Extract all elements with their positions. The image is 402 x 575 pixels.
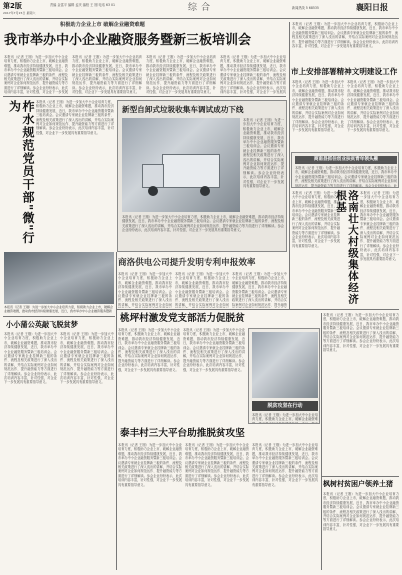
- right-top-text: 本报讯（记者 王刚）为进一步加大中小企业培育力度，积极助力企业上市，破解企业融资难题，推动我市经济持续健康发展，近日，我市举办中小企业融资服务暨新三板培训会。会议邀请专家就企业挂牌新三板的条件、流程及相关政策进行了深入浅出的讲解，并结合实际案例对企业如何规范运作、提升融资能力等方面进行了详细解读。参会企业纷纷表示，此次培训内容丰富，针对性强，对企业下一步发展具有重要指导意义。: [292, 22, 398, 49]
- right-body-1b: 本报讯（记者 王刚）为进一步加大中小企业培育力度，积极助力企业上市，破解企业融资难题，推动我市经济持续健康发展，近日，我市举办中小企业融资服务暨新三板培训会。会议邀请专家就企业挂牌新三板的条件、流程及相关政策进行了深入浅出的讲解，并结合实际案例对企业如何规范运作、提升融资能力等方面进行了详细解读。参会企业纷纷表示，此次培训内容丰富，针对性强，对企业下一步发展具有重要指导意义。: [347, 80, 399, 133]
- page-number: 第2版: [3, 2, 22, 10]
- left-col-rule: [3, 96, 286, 97]
- lead-body-col-4: 本报讯（记者 王刚）为进一步加大中小企业培育力度，积极助力企业上市，破解企业融资难题，推动我市经济持续健康发展，近日，我市举办中小企业融资服务暨新三板培训会。会议邀请专家就企业挂牌新三板的条件、流程及相关政策进行了深入浅出的讲解，并结合实际案例对企业如何规范运作、提升融资能力等方面进行了详细解读。参会企业纷纷表示，此次培训内容丰富，针对性强，对企业下一步发展具: [220, 55, 286, 95]
- vertical-headline: 洛南壮大村级集体经济根基: [335, 190, 359, 305]
- right-bottom-rule: [322, 476, 399, 477]
- photo-caption: 本报讯（记者 王刚）为进一步加大中小企业培育力度，积极助力企业上市，破解企业融资难题，推动我市经济持续健康发展，近日，我市举办中小企业融资服务暨新三板培训会。会议邀请专家就企业挂牌新三板的条件、流程及相关政策进行了深入浅出的讲解，并结合实际案例对企业如何规范运作、提升融资能力等方面进行了详细解读。参会企业纷纷表示，此次培训内容丰富，针对性强，对企业下一步发展具有重要指导意义。: [122, 215, 284, 233]
- section-label: 综合: [187, 3, 214, 13]
- right-bottom-body: 本报讯（记者 王刚）为进一步加大中小企业培育力度，积极助力企业上市，破解企业融资难题，推动我市经济持续健康发展，近日，我市举办中小企业融资服务暨新三板培训会。会议邀请专家就企业挂牌新三板的条件、流程及相关政策进行了深入浅出的讲解，并结合实际案例对企业如何规范运作、提升融资能力等方面进行了详细解读。参会企业纷纷表示，此次培训内容丰富，针对性强，对企业下一步发展具有重要指导意义。: [323, 492, 399, 532]
- divider-right-main: [289, 22, 290, 309]
- bottom-body-2b: 本报讯（记者 王刚）为进一步加大中小企业培育力度，积极助力企业上市，破解企业融资难题，推动我市经济持续健康发展，近日，我市举办中小企业融资服务暨新三板培训会。会议邀请专家就企业挂牌新三板的条件、流程及相关政策进行了深入浅出的讲解，并结合实际案例对企业如何规范运作、提升融资能力等方面进行了详细解读。参会企业纷纷表示，此次培训内容丰富，针对性强，对企业下一步发展具有重要指导意义。: [185, 443, 249, 487]
- left-bottom-headline: 小小蒲公英敲飞脱贫梦: [6, 320, 78, 329]
- lead-kicker: 积极助力企业上市 破解企业融资难题: [60, 22, 145, 28]
- header-bar: [0, 0, 402, 20]
- side-title-left: 柞水规范党员干部"微"行为: [7, 100, 35, 245]
- photo-box: [117, 100, 287, 252]
- mid-body-1: 本报讯（记者 王刚）为进一步加大中小企业培育力度，积极助力企业上市，破解企业融资难题，推动我市经济持续健康发展，近日，我市举办中小企业融资服务暨新三板培训会。会议邀请专家就企业挂牌新三板的条件、流程及相关政策进行了深入浅出的讲解，并结合实际案例对企业如何: [118, 272, 172, 307]
- right-body-2b: 本报讯（记者 王刚）为进一步加大中小企业培育力度，积极助力企业上市，破解企业融资难题，推动我市经济持续健康发展，近日，我市举办中小企业融资服务暨新三板培训会。会议邀请专家就企业挂牌新三板的条件、流程及相关政策进行了深入浅出的讲解，并结合实际案例对企业如何规范运作、提升融资能力等方面进行了详细解读。参会企业纷纷表示，此次培训内容丰富，针对性强，对企业下一步发展具有重要指导意义。: [360, 191, 399, 262]
- village-photo: [4, 252, 114, 304]
- truck-body: [162, 154, 220, 188]
- truck-wheel-2: [200, 186, 210, 196]
- photo-box-headline: 新型自卸式垃圾收集车调试成功下线: [122, 105, 244, 114]
- mid-headline: 商洛供电公司提升发明专利申报效率: [118, 258, 256, 268]
- lead-body-col-3: 本报讯（记者 王刚）为进一步加大中小企业培育力度，积极助力企业上市，破解企业融资难题，推动我市经济持续健康发展，近日，我市举办中小企业融资服务暨新三板培训会。会议邀请专家就企业挂牌新三板的条件、流程及相关政策进行了深入浅出的讲解，并结合实际案例对企业如何规范运作、提升融资能力等方面进行了详细解读。参会企业纷纷表示，此次培训内容丰富，针对性强，对企业下一步发展具有重要指导意义。: [146, 55, 216, 95]
- mid-body-3: 本报讯（记者 王刚）为进一步加大中小企业培育力度，积极助力企业上市，破解企业融资难题，推动我市经济持续健康发展，近日，我市举办中小企业融资服务暨新三板培训会。会议邀请专家就企业挂牌新三板的条件、流程及相关政策进行了深入浅出的讲解，并结合实际案例对企业如何规范运作、提升融资: [232, 272, 287, 307]
- left-story-body: 本报讯（记者 王刚）为进一步加大中小企业培育力度，积极助力企业上市，破解企业融资难题，推动我市经济持续健康发展，近日，我市举办中小企业融资服务暨新三板培训会。会议邀请专家就企业挂牌新三板的条件、流程及相关政策进行了深入浅出的讲解，并结合实际案例对企业如何规范运作、提升融资能力等方面进行了详细解读。参会企业纷纷表示，此次培训内容丰富，针对性强，对企业下一步发展具有重要指导意义。: [36, 100, 114, 135]
- village-photo-caption: 本报讯（记者 王刚）为进一步加大中小企业培育力度，积极助力企业上市，破解企业融资难题，推动我市经济持续健康发展，近日，我市举办中小企业融资服务暨新: [4, 305, 113, 313]
- truck-cab: [142, 164, 164, 188]
- bottom-body-2c: 本报讯（记者 王刚）为进一步加大中小企业培育力度，积极助力企业上市，破解企业融资难题，推动我市经济持续健康发展，近日，我市举办中小企业融资服务暨新三板培训会。会议邀请专家就企业挂牌新三板的条件、流程及相关政策进行了深入浅出的讲解，并结合实际案例对企业如何规范运作、提升融资能力等方面进行了详细解读。参会企业纷纷表示，此次培训内容丰富，针对性强，对企业下一步发展具有重要指导意义。: [252, 443, 318, 487]
- right-inset-title: 商南县抓住创业扶贫青年领头雁: [295, 156, 397, 164]
- left-bottom-body-b: 本报讯（记者 王刚）为进一步加大中小企业培育力度，积极助力企业上市，破解企业融资难题，推动我市经济持续健康发展，近日，我市举办中小企业融资服务暨新三板培训会。会议邀请专家就企业挂牌新三板的条件、流程及相关政策进行了深入浅出的讲解，并结合实际案例对企业如何规范运作、提升融资能力等方面进行了详细解读。参会企业纷纷表示，此次培训内容丰富，针对性强，对企业下一步发展具有重要指导意义。: [60, 332, 114, 385]
- bottom-headline-1: 桃坪村激发党支部活力促脱贫: [120, 313, 245, 324]
- mid-bottom-rule: [117, 309, 399, 310]
- right-body-2a: 本报讯（记者 王刚）为进一步加大中小企业培育力度，积极助力企业上市，破解企业融资难题，推动我市经济持续健康发展，近日，我市举办中小企业融资服务暨新三板培训会。会议邀请专家就企业挂牌新三板的条件、流程及相关政策进行了深入浅出的讲解，并结合实际案例对企业如何规范运作、提升融资能力等方面进行了详细解读。参会企业纷纷表示，此次培训内容丰富，针对性强，对企业下一步发展具有重要指导意义。: [292, 191, 340, 248]
- divider-left-main: [116, 252, 117, 570]
- right-bottom-headline: 枫树村贫困户领养土猪: [323, 480, 393, 488]
- bottom-inset-label: 脱贫攻坚在行动: [252, 401, 318, 411]
- photo-side-text: 本报讯（记者 王刚）为进一步加大中小企业培育力度，积极助力企业上市，破解企业融资难题，推动我市经济持续健康发展，近日，我市举办中小企业融资服务暨新三板培训会。会议邀请专家就企业挂牌新三板的条件、流程及相关政策进行了深入浅出的讲解，并结合实际案例对企业如何规范运作、提升融资能力等方面进行了详细解读。参会企业纷纷表示，此次培训内容丰富，针对性强，对企业下一步发展具有重要指导意义。: [243, 118, 284, 189]
- masthead: 襄阳日报: [356, 3, 388, 12]
- bottom-body-2a: 本报讯（记者 王刚）为进一步加大中小企业培育力度，积极助力企业上市，破解企业融资难题，推动我市经济持续健康发展，近日，我市举办中小企业融资服务暨新三板培训会。会议邀请专家就企业挂牌新三板的条件、流程及相关政策进行了深入浅出的讲解，并结合实际案例对企业如何规范运作、提升融资能力等方面进行了详细解读。参会企业纷纷表示，此次培训内容丰富，针对性强，对企业下一步发展具有重要指导意义。: [118, 443, 182, 487]
- header-rule: [3, 18, 399, 19]
- right-body-3: 本报讯（记者 王刚）为进一步加大中小企业培育力度，积极助力企业上市，破解企业融资难题，推动我市经济持续健康发展，近日，我市举办中小企业融资服务暨新三板培训会。会议邀请专家就企业挂牌新三板的条件、流程及相关政策进行了深入浅出的讲解，并结合实际案例对企业如何规范运作、提升融资能力等方面进行了详细解读。参会企业纷纷表示，此次培训内容丰富，针对性强，对企业下一步发展具有重要指导意义。: [323, 313, 399, 353]
- right-headline-1: 市上安排部署精神文明建设工作: [291, 67, 398, 76]
- date-line: 2017年7月15日 星期六: [3, 11, 36, 15]
- bottom-body-1a: 本报讯（记者 王刚）为进一步加大中小企业培育力度，积极助力企业上市，破解企业融资难题，推动我市经济持续健康发展，近日，我市举办中小企业融资服务暨新三板培训会。会议邀请专家就企业挂牌新三板的条件、流程及相关政策进行了深入浅出的讲解，并结合实际案例对企业如何规范运作、提升融资能力等方面进行了详细解读。参会企业纷纷表示，此次培训内容丰富，针对性强，对企业下一步发展具有重要指导意义。: [118, 328, 180, 372]
- divider-bottom-right: [321, 313, 322, 570]
- right-inset-box: [291, 152, 399, 188]
- bottom-inset-photo: [252, 332, 318, 398]
- left-bottom-body-a: 本报讯（记者 王刚）为进一步加大中小企业培育力度，积极助力企业上市，破解企业融资难题，推动我市经济持续健康发展，近日，我市举办中小企业融资服务暨新三板培训会。会议邀请专家就企业挂牌新三板的条件、流程及相关政策进行了深入浅出的讲解，并结合实际案例对企业如何规范运作、提升融资能力等方面进行了详细解读。参会企业纷纷表示，此次培训内容丰富，针对性强，对企业下一步发展具有重要指导意义。: [4, 332, 57, 385]
- editor-line: 责编 金富平 编辑 孟庆 编校 王 刚 电话 63 01: [50, 3, 116, 7]
- truck-photo: [122, 118, 240, 212]
- left-bottom-rule: [3, 316, 115, 317]
- bottom-body-1b: 本报讯（记者 王刚）为进一步加大中小企业培育力度，积极助力企业上市，破解企业融资难题，推动我市经济持续健康发展，近日，我市举办中小企业融资服务暨新三板培训会。会议邀请专家就企业挂牌新三板的条件、流程及相关政策进行了深入浅出的讲解，并结合实际案例对企业如何规范运作、提升融资能力等方面进行了详细解读。参会企业纷纷表示，此次培训内容丰富，针对性强，对企业下一步发展具有重要指导意义。: [183, 328, 245, 372]
- bottom-inset-text: 本报讯（记者 王刚）为进一步加大中小企业培育力度，积极助力企业上市，破解企业融资难: [252, 413, 318, 422]
- bottom-inset-box: [248, 328, 320, 424]
- right-inset-body: 本报讯（记者 王刚）为进一步加大中小企业培育力度，积极助力企业上市，破解企业融资难题，推动我市经济持续健康发展，近日，我市举办中小企业融资服务暨新三板培训会。会议邀请专家就企业挂牌新三板的条件、流程及相关政策进行了深入浅出的讲解，并结合实际案例对企业如何规范运作、提升融资能力等方面进行了详细解读。参会企业纷纷表示，此: [295, 166, 397, 187]
- truck-wheel-1: [148, 186, 158, 196]
- fax-line: 新闻热线 5 68535: [292, 6, 319, 10]
- lead-body-col-2: 本报讯（记者 王刚）为进一步加大中小企业培育力度，积极助力企业上市，破解企业融资难题，推动我市经济持续健康发展，近日，我市举办中小企业融资服务暨新三板培训会。会议邀请专家就企业挂牌新三板的条件、流程及相关政策进行了深入浅出的讲解，并结合实际案例对企业如何规范运作、提升融资能力等方面进行了详细解读。参会企业纷纷表示，此次培训内容丰富，针对性强，对企业下一步发展具有重要指导意义。: [72, 55, 142, 95]
- lead-headline: 我市举办中小企业融资服务暨新三板培训会: [4, 33, 252, 48]
- right-body-1a: 本报讯（记者 王刚）为进一步加大中小企业培育力度，积极助力企业上市，破解企业融资难题，推动我市经济持续健康发展，近日，我市举办中小企业融资服务暨新三板培训会。会议邀请专家就企业挂牌新三板的条件、流程及相关政策进行了深入浅出的讲解，并结合实际案例对企业如何规范运作、提升融资能力等方面进行了详细解读。参会企业纷纷表示，此次培训内容丰富，针对性强，对企业下一步发展具有重要指导意义。: [292, 80, 344, 133]
- mid-body-2: 本报讯（记者 王刚）为进一步加大中小企业培育力度，积极助力企业上市，破解企业融资难题，推动我市经济持续健康发展，近日，我市举办中小企业融资服务暨新三板培训会。会议邀请专家就企业挂牌新三板的条件、流程及相关政策进行了深入浅出的讲解，并结合实际案例对企业如何: [175, 272, 229, 307]
- bottom-headline-2: 泰丰村三大平台助推脱贫攻坚: [120, 428, 245, 439]
- lead-body-col-1: 本报讯（记者 王刚）为进一步加大中小企业培育力度，积极助力企业上市，破解企业融资难题，推动我市经济持续健康发展，近日，我市举办中小企业融资服务暨新三板培训会。会议邀请专家就企业挂牌新三板的条件、流程及相关政策进行了深入浅出的讲解，并结合实际案例对企业如何规范运作、提升融资能力等方面进行了详细解读。参会企业纷纷表示，此次培训内容丰富，针对性强，对企业下一步发展: [4, 55, 68, 95]
